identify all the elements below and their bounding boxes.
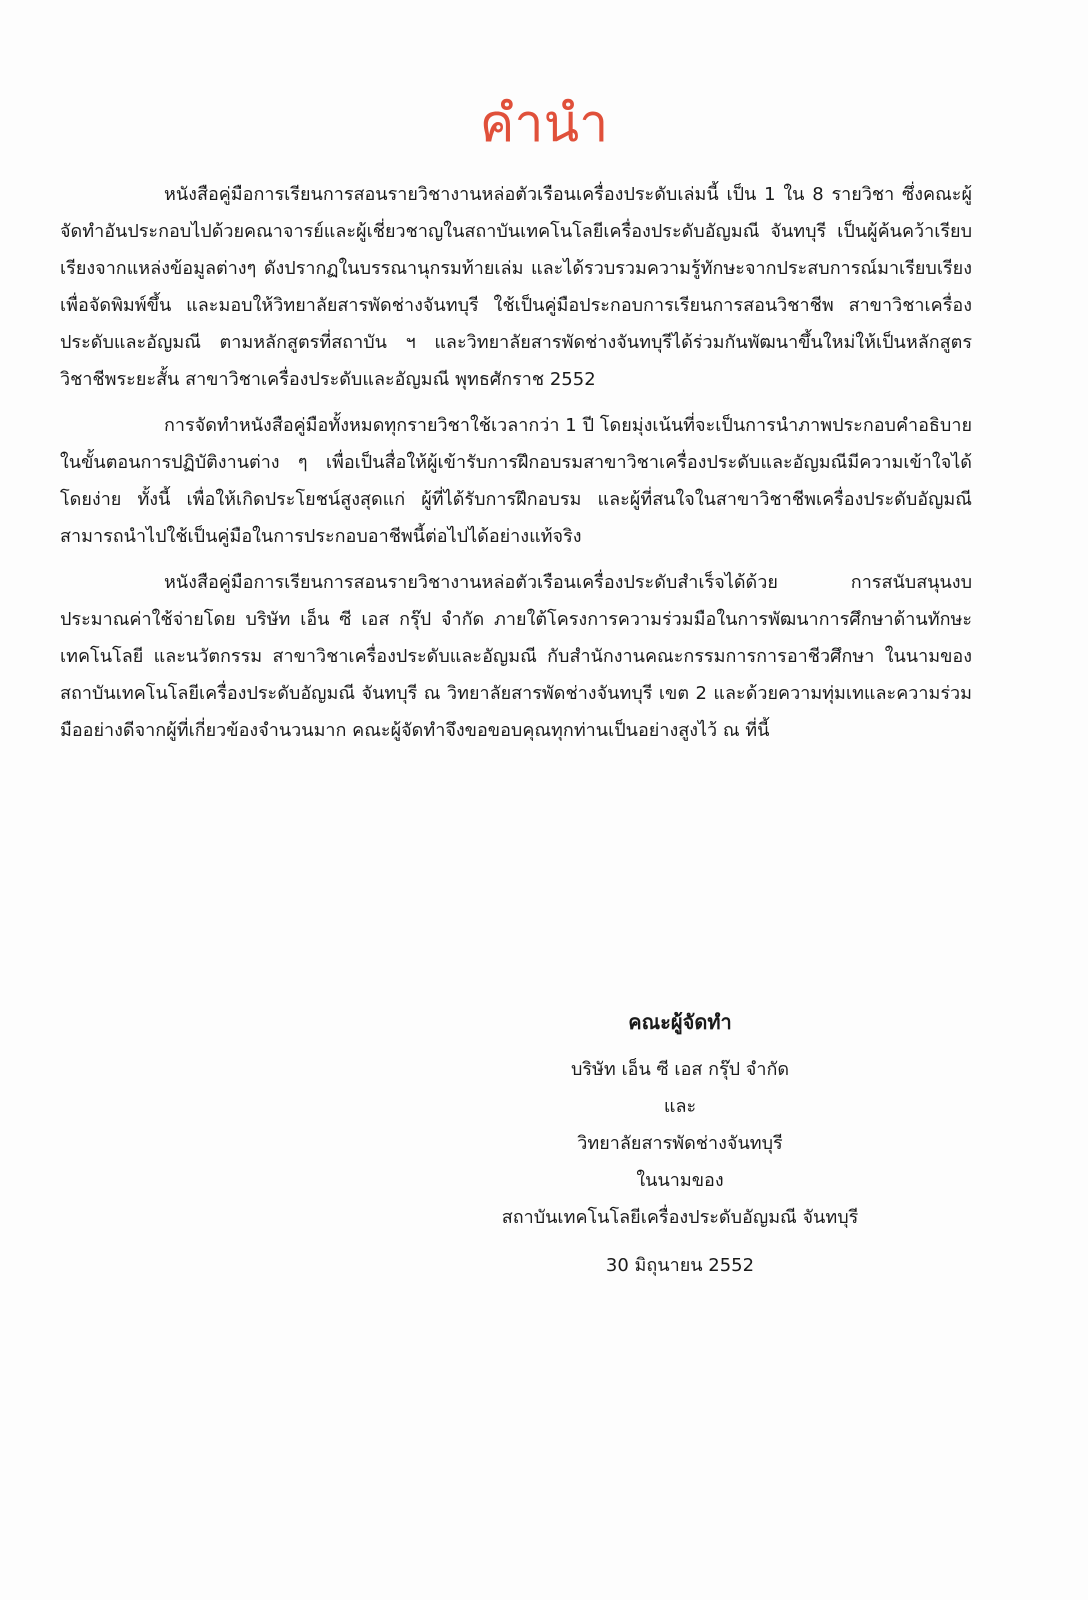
paragraph-1: หนังสือคู่มือการเรียนการสอนรายวิชางานหล่อตัวเรือนเครื่องประดับเล่มนี้ เป็น 1 ใน 8 รายวิชา ซึ่งคณะผู้จัดทำอันประกอบไปด้วยคณาจารย์และผู้เชี่ยวชาญในสถาบันเทคโนโลยีเครื่องประดับอัญมณี จันทบุรี เป็นผู้ค้นคว้าเรียบเรียงจากแหล่งข้อมูลต่างๆ ดังปรากฏในบรรณานุกรมท้ายเล่ม และได้รวบรวมความรู้ทักษะจากประสบการณ์มาเรียบเรียงเพื่อจัดพิมพ์ขึ้น และมอบให้วิทยาลัยสารพัดช่างจันทบุรี ใช้เป็นคู่มือประกอบการเรียนการสอนวิชาชีพ สาขาวิชาเครื่องประดับและอัญมณี ตามหลักสูตรที่สถาบัน ฯ และวิทยาลัยสารพัดช่างจันทบุรีได้ร่วมกันพัฒนาขึ้นใหม่ให้เป็นหลักสูตรวิชาชีพระยะสั้น สาขาวิชาเครื่องประดับและอัญมณี พุทธศักราช 2552 xyxy=(60,184,972,390)
preface-body xyxy=(60,176,972,758)
signature-block xyxy=(440,1004,920,1284)
signature-line-on-behalf: ในนามของ xyxy=(636,1170,724,1191)
page-title: คำนำ xyxy=(479,94,609,154)
signature-line-institute: สถาบันเทคโนโลยีเครื่องประดับอัญมณี จันทบุรี xyxy=(501,1207,859,1228)
signature-date: 30 มิถุนายน 2552 xyxy=(605,1255,755,1276)
paragraph-2: การจัดทำหนังสือคู่มือทั้งหมดทุกรายวิชาใช้เวลากว่า 1 ปี โดยมุ่งเน้นที่จะเป็นการนำภาพประกอบคำอธิบายในขั้นตอนการปฏิบัติงานต่าง ๆ เพื่อเป็นสื่อให้ผู้เข้ารับการฝึกอบรมสาขาวิชาเครื่องประดับและอัญมณีมีความเข้าใจได้โดยง่าย ทั้งนี้ เพื่อให้เกิดประโยชน์สูงสุดแก่ ผู้ที่ได้รับการฝึกอบรม และผู้ที่สนใจในสาขาวิชาชีพเครื่องประดับอัญมณี สามารถนำไปใช้เป็นคู่มือในการประกอบอาชีพนี้ต่อไปได้อย่างแท้จริง xyxy=(60,415,972,547)
signature-line-company: บริษัท เอ็น ซี เอส กรุ๊ป จำกัด xyxy=(570,1059,790,1080)
signature-line-and: และ xyxy=(663,1096,697,1117)
signature-heading: คณะผู้จัดทำ xyxy=(628,1010,732,1034)
signature-line-college: วิทยาลัยสารพัดช่างจันทบุรี xyxy=(577,1133,783,1154)
paragraph-3: หนังสือคู่มือการเรียนการสอนรายวิชางานหล่อตัวเรือนเครื่องประดับสำเร็จได้ด้วย การสนับสนุนงบประมาณค่าใช้จ่ายโดย บริษัท เอ็น ซี เอส กรุ๊ป จำกัด ภายใต้โครงการความร่วมมือในการพัฒนาการศึกษาด้านทักษะ เทคโนโลยี และนวัตกรรม สาขาวิชาเครื่องประดับและอัญมณี กับสำนักงานคณะกรรมการการอาชีวศึกษา ในนามของสถาบันเทคโนโลยีเครื่องประดับอัญมณี จันทบุรี ณ วิทยาลัยสารพัดช่างจันทบุรี เขต 2 และด้วยความทุ่มเทและความร่วมมืออย่างดีจากผู้ที่เกี่ยวข้องจำนวนมาก คณะผู้จัดทำจึงขอขอบคุณทุกท่านเป็นอย่างสูงไว้ ณ ที่นี้ xyxy=(60,572,972,741)
